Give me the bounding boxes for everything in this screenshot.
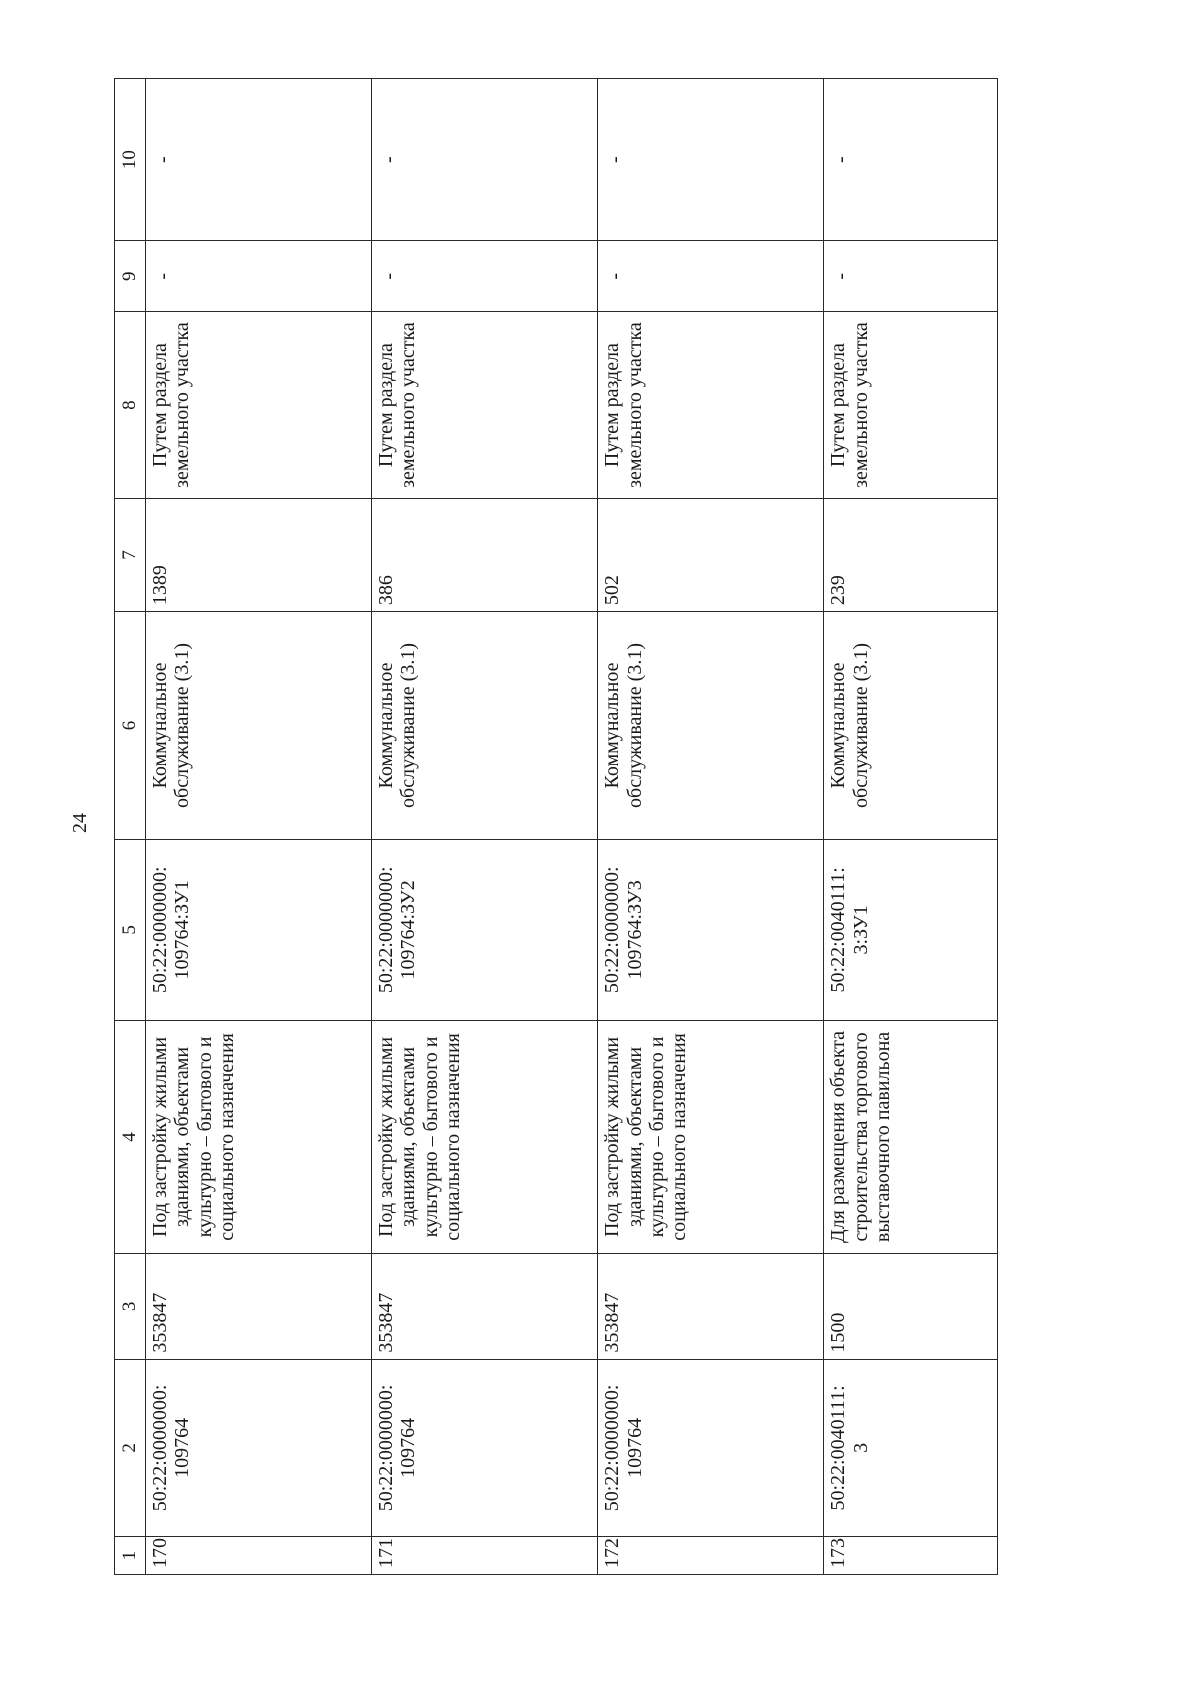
column-10-cell-text: - [830, 156, 853, 163]
area-cell [146, 1254, 372, 1360]
row-number-cell [372, 1537, 598, 1575]
cadastral-number-cell [146, 1359, 372, 1537]
column-10-cell-text: - [152, 156, 174, 163]
column-9-cell-text: - [830, 272, 853, 280]
column-9-cell-text: - [378, 272, 401, 280]
area-cell-text: 353847 [375, 1292, 398, 1353]
header-cell: 10 [115, 79, 146, 241]
area-cell-text: 1500 [827, 1312, 850, 1353]
header-cell: 7 [115, 498, 146, 611]
permitted-use-cell [598, 1020, 824, 1253]
column-9-cell-text: - [152, 272, 174, 280]
land-plots-table [114, 78, 998, 1575]
header-row [115, 79, 146, 1575]
header-cell: 1 [115, 1537, 146, 1575]
column-9-cell [598, 241, 824, 312]
new-area-cell [372, 498, 598, 611]
new-plot-designation-cell [598, 839, 824, 1020]
new-area-cell [824, 498, 998, 611]
land-plots-table-wrapper [114, 78, 998, 1575]
area-cell [824, 1254, 998, 1360]
column-9-cell-text: - [604, 272, 627, 280]
column-9-cell [824, 241, 998, 312]
use-type-cell [372, 612, 598, 840]
table-row [372, 79, 598, 1575]
formation-method-cell [598, 312, 824, 499]
row-number-cell [598, 1537, 824, 1575]
cadastral-number-cell-text: 50:22:0000000: 109764 [375, 1384, 420, 1512]
permitted-use-cell [824, 1020, 998, 1253]
column-10-cell-text: - [604, 156, 627, 163]
header-cell: 9 [115, 241, 146, 312]
permitted-use-cell-text: Для размещения объекта строительства торгового выставочного павильона [827, 1030, 895, 1243]
permitted-use-cell-text: Под застройку жилыми зданиями, объектами культурно – бытового и социального назначения [149, 1033, 239, 1241]
column-9-cell [146, 241, 372, 312]
permitted-use-cell-text: Под застройку жилыми зданиями, объектами культурно – бытового и социального назначения [375, 1033, 465, 1241]
table-row [824, 79, 998, 1575]
table-row [146, 79, 372, 1575]
use-type-cell-text: Коммунальное обслуживание (3.1) [827, 643, 872, 808]
header-cell: 8 [115, 312, 146, 499]
formation-method-cell [824, 312, 998, 499]
column-10-cell [598, 79, 824, 241]
new-plot-designation-cell [824, 839, 998, 1020]
header-cell: 6 [115, 612, 146, 840]
use-type-cell [598, 612, 824, 840]
table-body [115, 79, 998, 1575]
column-9-cell [372, 241, 598, 312]
row-number-cell-text: 173 [827, 1538, 850, 1568]
column-10-cell [372, 79, 598, 241]
cadastral-number-cell [372, 1359, 598, 1537]
row-number-cell [824, 1537, 998, 1575]
cadastral-number-cell [824, 1359, 998, 1537]
use-type-cell-text: Коммунальное обслуживание (3.1) [375, 643, 420, 808]
cadastral-number-cell-text: 50:22:0040111: 3 [827, 1385, 872, 1511]
header-cell: 5 [115, 839, 146, 1020]
area-cell-text: 353847 [149, 1292, 171, 1353]
row-number-cell-text: 171 [375, 1538, 398, 1568]
new-plot-designation-cell-text: 50:22:0000000: 109764:ЗУ2 [375, 866, 420, 994]
new-plot-designation-cell-text: 50:22:0000000: 109764:ЗУ3 [601, 866, 646, 994]
permitted-use-cell-text: Под застройку жилыми зданиями, объектами культурно – бытового и социального назначения [601, 1033, 691, 1241]
area-cell [372, 1254, 598, 1360]
area-cell [598, 1254, 824, 1360]
column-10-cell [824, 79, 998, 241]
formation-method-cell [372, 312, 598, 499]
new-area-cell-text: 239 [827, 575, 850, 606]
new-plot-designation-cell [146, 839, 372, 1020]
permitted-use-cell [372, 1020, 598, 1253]
new-area-cell-text: 1389 [149, 565, 171, 606]
row-number-cell-text: 172 [601, 1538, 624, 1568]
row-number-cell [146, 1537, 372, 1575]
column-10-cell [146, 79, 372, 241]
page-number: 24 [69, 813, 91, 833]
header-cell: 4 [115, 1020, 146, 1253]
new-area-cell [598, 498, 824, 611]
new-plot-designation-cell-text: 50:22:0000000: 109764:ЗУ1 [149, 866, 194, 994]
formation-method-cell-text: Путем раздела земельного участка [601, 322, 646, 488]
cadastral-number-cell-text: 50:22:0000000: 109764 [149, 1384, 194, 1512]
use-type-cell [146, 612, 372, 840]
cadastral-number-cell-text: 50:22:0000000: 109764 [601, 1384, 646, 1512]
use-type-cell-text: Коммунальное обслуживание (3.1) [601, 643, 646, 808]
formation-method-cell [146, 312, 372, 499]
new-plot-designation-cell [372, 839, 598, 1020]
cadastral-number-cell [598, 1359, 824, 1537]
formation-method-cell-text: Путем раздела земельного участка [827, 322, 872, 488]
new-area-cell [146, 498, 372, 611]
header-cell: 2 [115, 1359, 146, 1537]
permitted-use-cell [146, 1020, 372, 1253]
header-cell: 3 [115, 1254, 146, 1360]
row-number-cell-text: 170 [149, 1538, 171, 1568]
use-type-cell-text: Коммунальное обслуживание (3.1) [149, 643, 194, 808]
use-type-cell [824, 612, 998, 840]
new-area-cell-text: 502 [601, 575, 624, 606]
formation-method-cell-text: Путем раздела земельного участка [149, 322, 194, 488]
column-10-cell-text: - [378, 156, 401, 163]
formation-method-cell-text: Путем раздела земельного участка [375, 322, 420, 488]
area-cell-text: 353847 [601, 1292, 624, 1353]
new-area-cell-text: 386 [375, 575, 398, 606]
table-row [598, 79, 824, 1575]
new-plot-designation-cell-text: 50:22:0040111: 3:ЗУ1 [827, 867, 872, 993]
